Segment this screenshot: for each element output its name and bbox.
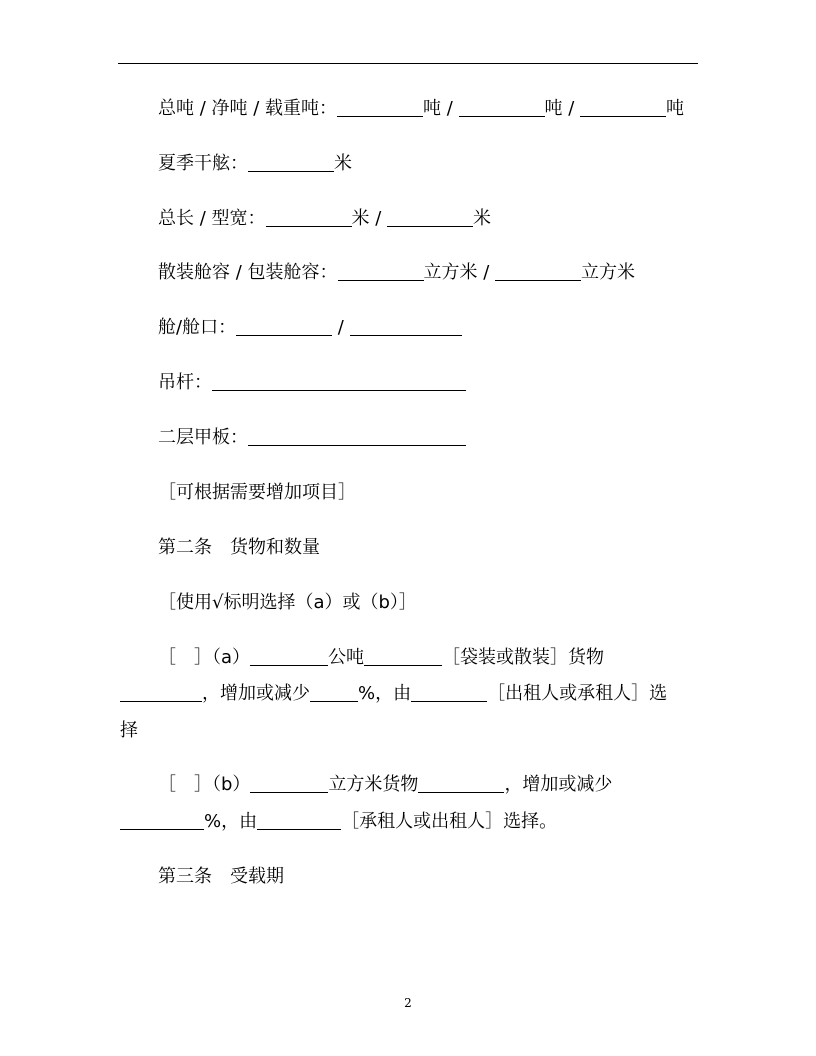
length-line <box>158 207 491 231</box>
charterer-owner-text: ［承租人或出租人］选择。 <box>341 811 558 832</box>
option-blank[interactable] <box>411 683 487 702</box>
derrick-blank[interactable] <box>212 372 466 391</box>
draft-line <box>158 152 352 176</box>
option-a-line2 <box>120 682 667 706</box>
option-b-line2 <box>120 810 557 834</box>
capacity-label: 散装舱容 / 包装舱容： <box>158 262 338 283</box>
tweendeck-blank[interactable] <box>248 427 466 446</box>
hatch-label: 舱/舱口： <box>158 317 237 338</box>
net-ton-blank[interactable] <box>459 98 545 117</box>
add-items-note: ［可根据需要增加项目］ <box>158 482 356 503</box>
owner-charterer-text: ［出租人或承租人］选 <box>487 683 668 704</box>
tweendeck-line <box>158 426 466 450</box>
cargo-b-blank[interactable] <box>418 774 504 793</box>
length-label: 总长 / 型宽： <box>158 208 266 229</box>
article-3-heading: 第三条 受载期 <box>158 866 284 887</box>
cbm-unit: 立方米 <box>581 262 636 283</box>
option-b-checkbox[interactable]: ［ ］（b） <box>158 774 251 795</box>
page-number: 2 <box>404 996 412 1010</box>
dwt-blank[interactable] <box>580 98 666 117</box>
bag-bulk-text: ［袋装或散装］货物 <box>442 647 605 668</box>
breadth-blank[interactable] <box>387 208 473 227</box>
tonnage-label: 总吨 / 净吨 / 载重吨： <box>158 98 338 119</box>
bale-capacity-blank[interactable] <box>338 262 424 281</box>
plus-minus-text: ，增加或减少 <box>504 774 613 795</box>
meter-unit: 米 / <box>351 208 388 229</box>
slash-separator: / <box>332 317 350 338</box>
option-a-checkbox[interactable]: ［ ］（a） <box>158 647 251 668</box>
loa-blank[interactable] <box>266 208 352 227</box>
ton-unit: 吨 / <box>544 98 581 119</box>
hatches-blank[interactable] <box>350 317 462 336</box>
tonnage-line <box>158 97 684 121</box>
percent-by-text: %，由 <box>358 683 412 704</box>
draft-label: 夏季干舷： <box>158 153 248 174</box>
percent-blank[interactable] <box>310 683 358 702</box>
capacity-line <box>158 261 635 285</box>
cargo-blank[interactable] <box>120 683 202 702</box>
derrick-label: 吊杆： <box>158 372 212 393</box>
article-2-heading: 第二条 货物和数量 <box>158 537 320 558</box>
metric-ton-unit: 公吨 <box>328 647 365 668</box>
gross-ton-blank[interactable] <box>337 98 423 117</box>
percent-b-blank[interactable] <box>120 811 204 830</box>
option-b-blank[interactable] <box>257 811 341 830</box>
packing-blank[interactable] <box>364 647 442 666</box>
tweendeck-label: 二层甲板： <box>158 427 248 448</box>
option-a-line3: 择 <box>120 720 138 741</box>
derrick-line <box>158 371 466 395</box>
header-rule <box>118 63 698 64</box>
grain-capacity-blank[interactable] <box>495 262 581 281</box>
ton-unit: 吨 / <box>423 98 459 119</box>
ton-unit: 吨 <box>666 98 685 119</box>
plus-minus-text: ，增加或减少 <box>202 683 310 704</box>
meter-unit: 米 <box>473 208 492 229</box>
draft-blank[interactable] <box>248 153 334 172</box>
option-a-line1 <box>158 646 604 670</box>
cbm-cargo-text: 立方米货物 <box>328 774 419 795</box>
holds-blank[interactable] <box>236 317 332 336</box>
hatch-line <box>158 316 462 340</box>
cbm-unit: 立方米 / <box>423 262 496 283</box>
metric-ton-blank[interactable] <box>250 647 328 666</box>
choose-note: ［使用√标明选择（a）或（b）］ <box>158 592 417 613</box>
percent-by-text: %，由 <box>204 811 258 832</box>
option-b-line1 <box>158 773 612 797</box>
meter-unit: 米 <box>334 153 352 174</box>
cbm-blank[interactable] <box>250 774 328 793</box>
